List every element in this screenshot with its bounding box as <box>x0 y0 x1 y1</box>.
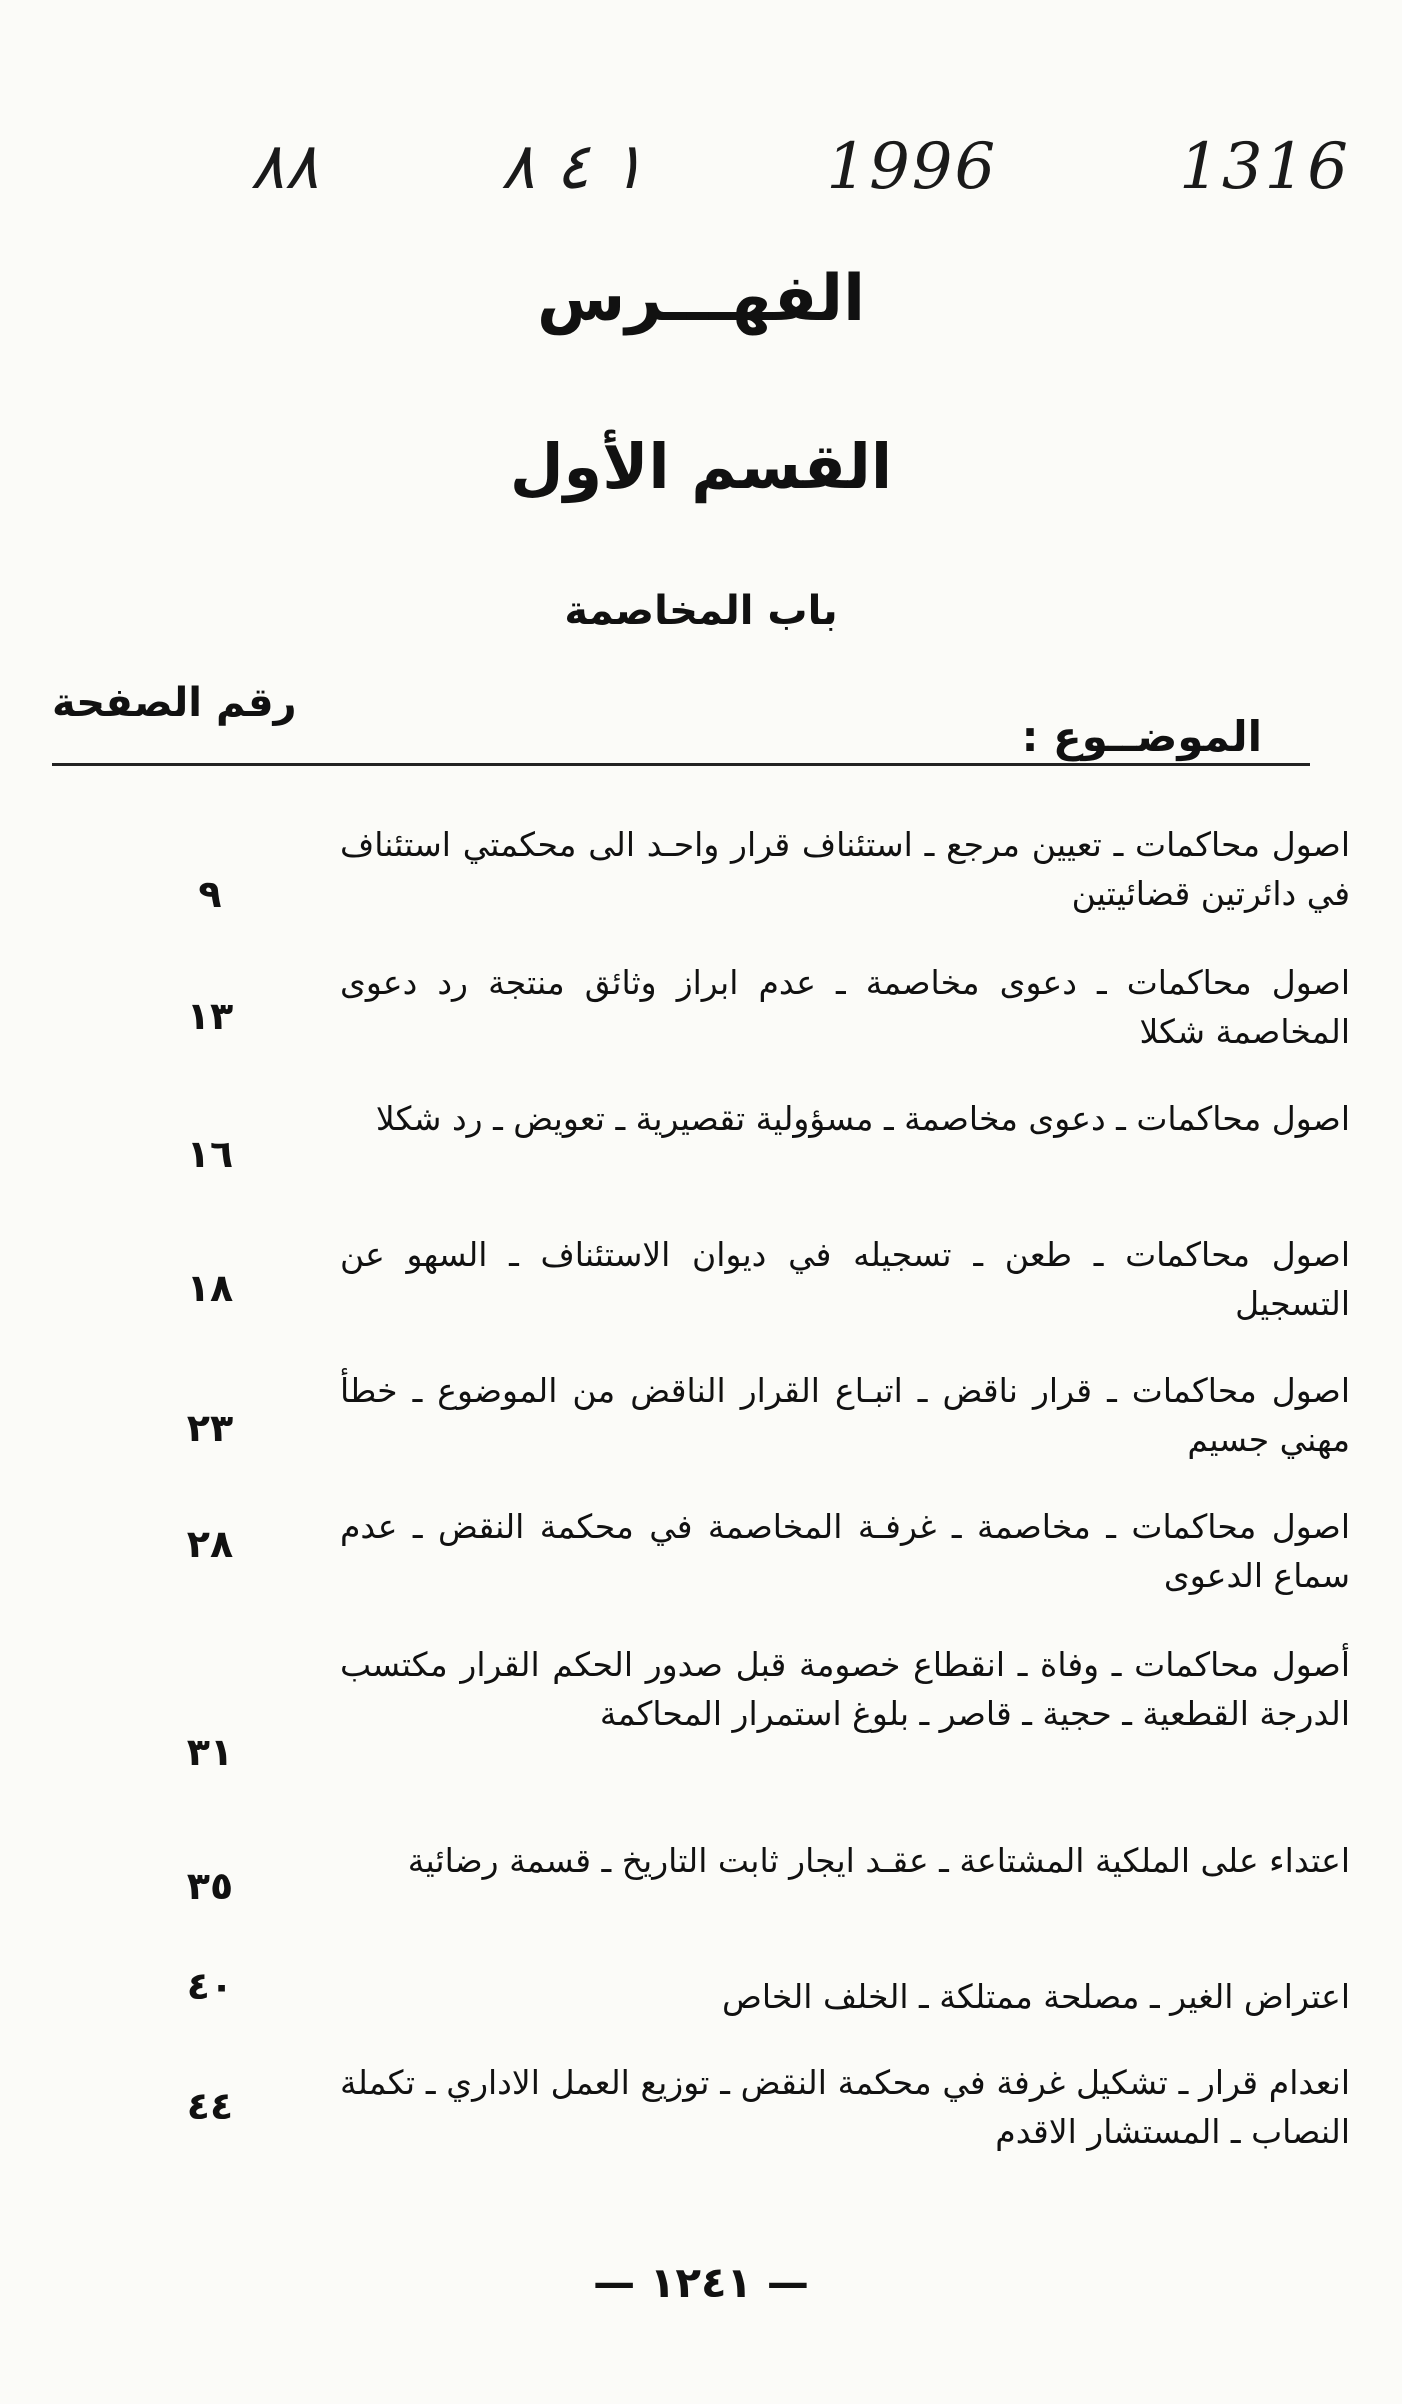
handwritten-notes <box>250 130 1350 204</box>
entry-page-number: ٢٨ <box>186 1522 234 1566</box>
page-number-footer: — ١٢٤١ — <box>593 2258 809 2307</box>
entry-page-number: ٣١ <box>186 1730 234 1774</box>
entry-page-number: ١٦ <box>186 1132 234 1176</box>
entry-topic: اعتراض الغير ـ مصلحة ممتلكة ـ الخلف الخاص <box>721 1977 1350 2016</box>
entry-topic: اصول محاكمات ـ دعوى مخاصمة ـ عدم ابراز وثائق منتجة رد دعوى المخاصمة شكلا <box>340 963 1350 1051</box>
handwritten-note: 1996 <box>826 130 998 204</box>
entry-page-number: ١٨ <box>186 1266 234 1310</box>
index-header <box>52 680 1262 770</box>
handwritten-note: ٨٨ <box>250 130 319 204</box>
entry-topic: اصول محاكمات ـ تعيين مرجع ـ استئناف قرار واحـد الى محكمتي استئناف في دائرتين قضائيتين <box>340 825 1350 913</box>
entry-topic: أصول محاكمات ـ وفاة ـ انقطاع خصومة قبل صدور الحكم القرار مكتسب الدرجة القطعية ـ حجية ـ قاصر ـ بلوغ استمرار المحاكمة <box>340 1645 1350 1733</box>
header-divider <box>52 763 1310 766</box>
page-title: الفهـــرس <box>536 262 866 336</box>
entry-page-number: ٩ <box>198 872 222 916</box>
entry-page-number: ٤٤ <box>186 2084 234 2128</box>
entry-page-number: ٤٠ <box>186 1964 234 2008</box>
topic-column-header: الموضــوع : <box>1021 712 1262 761</box>
entry-topic: اعتداء على الملكية المشتاعة ـ عقـد ايجار ثابت التاريخ ـ قسمة رضائية <box>407 1841 1350 1880</box>
section-title: القسم الأول <box>509 430 893 503</box>
entry-topic: اصول محاكمات ـ طعن ـ تسجيله في ديوان الاستئناف ـ السهو عن التسجيل <box>340 1235 1350 1323</box>
entry-topic: اصول محاكمات ـ دعوى مخاصمة ـ مسؤولية تقصيرية ـ تعويض ـ رد شكلا <box>375 1099 1350 1138</box>
entry-topic: اصول محاكمات ـ قرار ناقض ـ اتبـاع القرار الناقض من الموضوع ـ خطأ مهني جسيم <box>340 1371 1350 1459</box>
entry-topic: انعدام قرار ـ تشكيل غرفة في محكمة النقض ـ توزيع العمل الاداري ـ تكملة النصاب ـ المستشار الاقدم <box>340 2063 1350 2151</box>
handwritten-note: ١ ٤ ٨ <box>500 130 645 204</box>
entry-page-number: ٣٥ <box>186 1864 234 1908</box>
entry-page-number: ٢٣ <box>186 1406 234 1450</box>
page-column-header: رقم الصفحة <box>52 680 297 726</box>
handwritten-note: 1316 <box>1179 130 1350 204</box>
entry-topic: اصول محاكمات ـ مخاصمة ـ غرفـة المخاصمة في محكمة النقض ـ عدم سماع الدعوى <box>340 1507 1350 1595</box>
chapter-title: باب المخاصمة <box>564 588 838 634</box>
entry-page-number: ١٣ <box>186 994 234 1038</box>
